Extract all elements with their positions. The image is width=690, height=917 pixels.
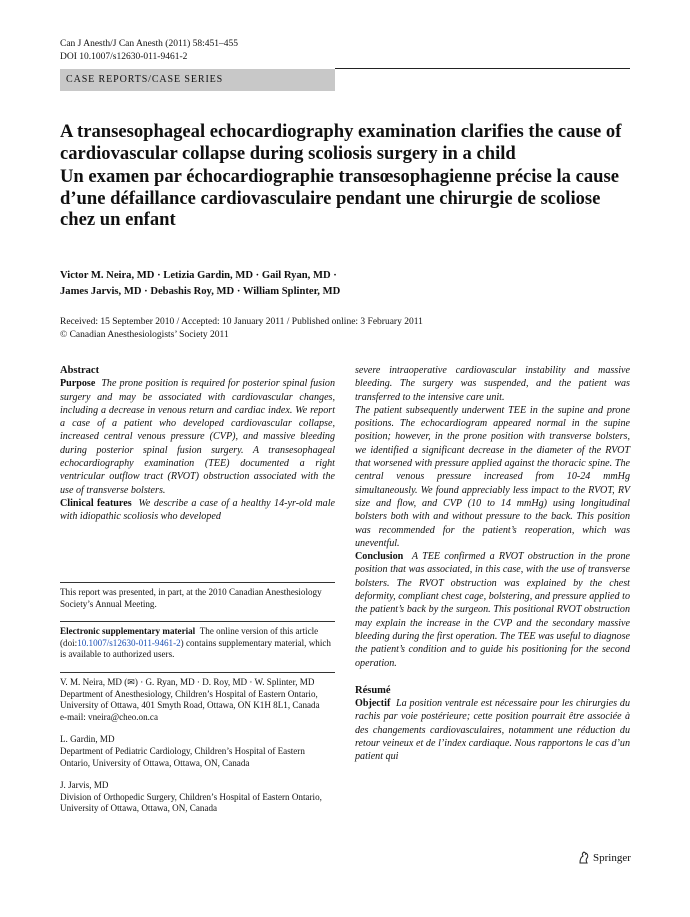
section-spacer	[355, 670, 630, 684]
purpose-text: The prone position is required for posterior spinal fusion surgery and may be associated with cardiovascular changes, including a decrease in venous return and cardiac index. We report a case of a patient who developed cardiovascular collapse, increased central venous pressure (CVP), and massive bleeding during posterior spinal fusion surgery. A transesophageal echocardiography examination (TEE) documented a right ventricular outflow tract (RVOT) obstruction associated with the use of transverse bolsters.	[60, 378, 335, 496]
objectif-text: La position ventrale est nécessaire pour les chirurgies du rachis par voie postérieure; cette position pourrait être associée à des changements cardiovasculaires, notamment une réduction du retour veineux et de l’index cardiaque. Nous rapportons le cas d’un patient qui	[355, 698, 631, 763]
section-label: CASE REPORTS/CASE SERIES	[60, 69, 335, 91]
presented-note: This report was presented, in part, at the 2010 Canadian Anesthesiology Society’s Annual Meeting.	[60, 587, 322, 609]
abstract-heading: Abstract	[60, 365, 100, 376]
affiliation-2-name: L. Gardin, MD	[60, 734, 115, 745]
esm-note	[60, 626, 335, 661]
copyright-line: © Canadian Anesthesiologists’ Society 2011	[60, 329, 229, 340]
author-line-1: Victor M. Neira, MD · Letizia Gardin, MD · Gail Ryan, MD ·	[60, 270, 337, 281]
abstract-tee-findings: The patient subsequently underwent TEE in the supine and prone positions. The echocardiogram appeared normal in the supine position; however, in the prone position with transverse bolsters, we identified a significant decrease in the diameter of the RVOT that worsened with pressure applied against the thoracic spine. The central venous pressure increased from 10-24 mmHg simultaneously. We found appreciably less impact to the RVOT, RV size and flow, and CVP (10 to 14 mmHg) using longitudinal bolsters both with and without pressure to the back. This position was recommended for the patient’s reoperation, which was uneventful.	[355, 404, 630, 549]
purpose-label: Purpose	[60, 378, 96, 390]
affiliation-3-name: J. Jarvis, MD	[60, 780, 109, 791]
title-english: A transesophageal echocardiography examination clarifies the cause of cardiovascular collapse during scoliosis surgery in a child	[60, 121, 622, 164]
conclusion-label: Conclusion	[355, 551, 404, 563]
conclusion-text: A TEE confirmed a RVOT obstruction in the prone position that was associated, in this case, with the use of transverse bolsters. The RVOT obstruction was explained by the chest deformity, compliant chest cage, bolstering, and pressure applied to the patient’s back by the surgeon. This positional RVOT obstruction may explain the increase in the CVP and the secondary massive bleeding during the first operation. The TEE was useful to diagnose the patient’s condition and to guide his positioning for the second operation.	[355, 551, 631, 669]
affiliation-2	[60, 734, 335, 769]
title-block	[60, 121, 640, 233]
author-line-2: James Jarvis, MD · Debashis Roy, MD · William Splinter, MD	[60, 286, 341, 297]
resume-heading: Résumé	[355, 684, 391, 696]
esm-doi-link[interactable]: 10.1007/s12630-011-9461-2	[77, 637, 181, 648]
footnote-rule	[60, 582, 335, 583]
abstract-conclusion	[355, 550, 630, 670]
esm-text-2: ) contains supplementary material, which is available to authorized users.	[60, 637, 331, 660]
resume-objectif	[355, 697, 630, 763]
clinical-label: Clinical features	[60, 497, 132, 509]
affiliation-1-names: V. M. Neira, MD (✉) · G. Ryan, MD · D. Roy, MD · W. Splinter, MD	[60, 676, 315, 687]
affiliation-1-email[interactable]: e-mail: vneira@cheo.on.ca	[60, 711, 159, 722]
footnotes	[60, 582, 335, 826]
affiliation-2-department: Department of Pediatric Cardiology, Children’s Hospital of Eastern Ontario, University of Ottawa, Ottawa, ON, Canada	[60, 745, 305, 768]
footnote-rule-2	[60, 621, 335, 622]
title-french: Un examen par échocardiographie transœsophagienne précise la cause d’une défaillance cardiovasculaire pendant une chirurgie de scoliose chez un enfant	[60, 166, 619, 230]
abstract-clinical-continued: severe intraoperative cardiovascular instability and massive bleeding. The surgery was suspended, and the patient was transferred to the intensive care unit.	[355, 365, 630, 403]
author-list	[60, 268, 640, 300]
publisher-name: Springer	[593, 851, 631, 864]
journal-citation: Can J Anesth/J Can Anesth (2011) 58:451–455	[60, 39, 239, 49]
abstract-purpose	[60, 377, 335, 497]
affiliation-3-department: Division of Orthopedic Surgery, Children’s Hospital of Eastern Ontario, University of Ottawa, Ottawa, ON, Canada	[60, 791, 322, 814]
header-rule	[335, 68, 630, 69]
springer-horse-icon	[578, 851, 590, 864]
received-dates: Received: 15 September 2010 / Accepted: 10 January 2011 / Published online: 3 February 2011	[60, 317, 423, 327]
abstract-clinical-features	[60, 497, 335, 524]
left-column	[60, 364, 335, 524]
footnote-rule-3	[60, 672, 335, 673]
affiliation-1-department: Department of Anesthesiology, Children’s Hospital of Eastern Ontario, University of Ottawa, 401 Smyth Road, Ottawa, ON K1H 8L1, Canada	[60, 688, 320, 711]
journal-header	[60, 38, 238, 64]
doi-line: DOI 10.1007/s12630-011-9461-2	[60, 52, 188, 62]
affiliation-3	[60, 780, 335, 815]
objectif-label: Objectif	[355, 698, 391, 710]
publisher-logo	[578, 851, 631, 864]
publication-history	[60, 316, 640, 341]
clinical-text: We describe a case of a healthy 14-yr-old male with idiopathic scoliosis who developed	[60, 497, 335, 523]
right-column	[355, 364, 630, 764]
esm-text-1: The online version of this article (doi:	[60, 626, 319, 648]
esm-label: Electronic supplementary material	[60, 626, 196, 637]
affiliation-1	[60, 677, 335, 723]
